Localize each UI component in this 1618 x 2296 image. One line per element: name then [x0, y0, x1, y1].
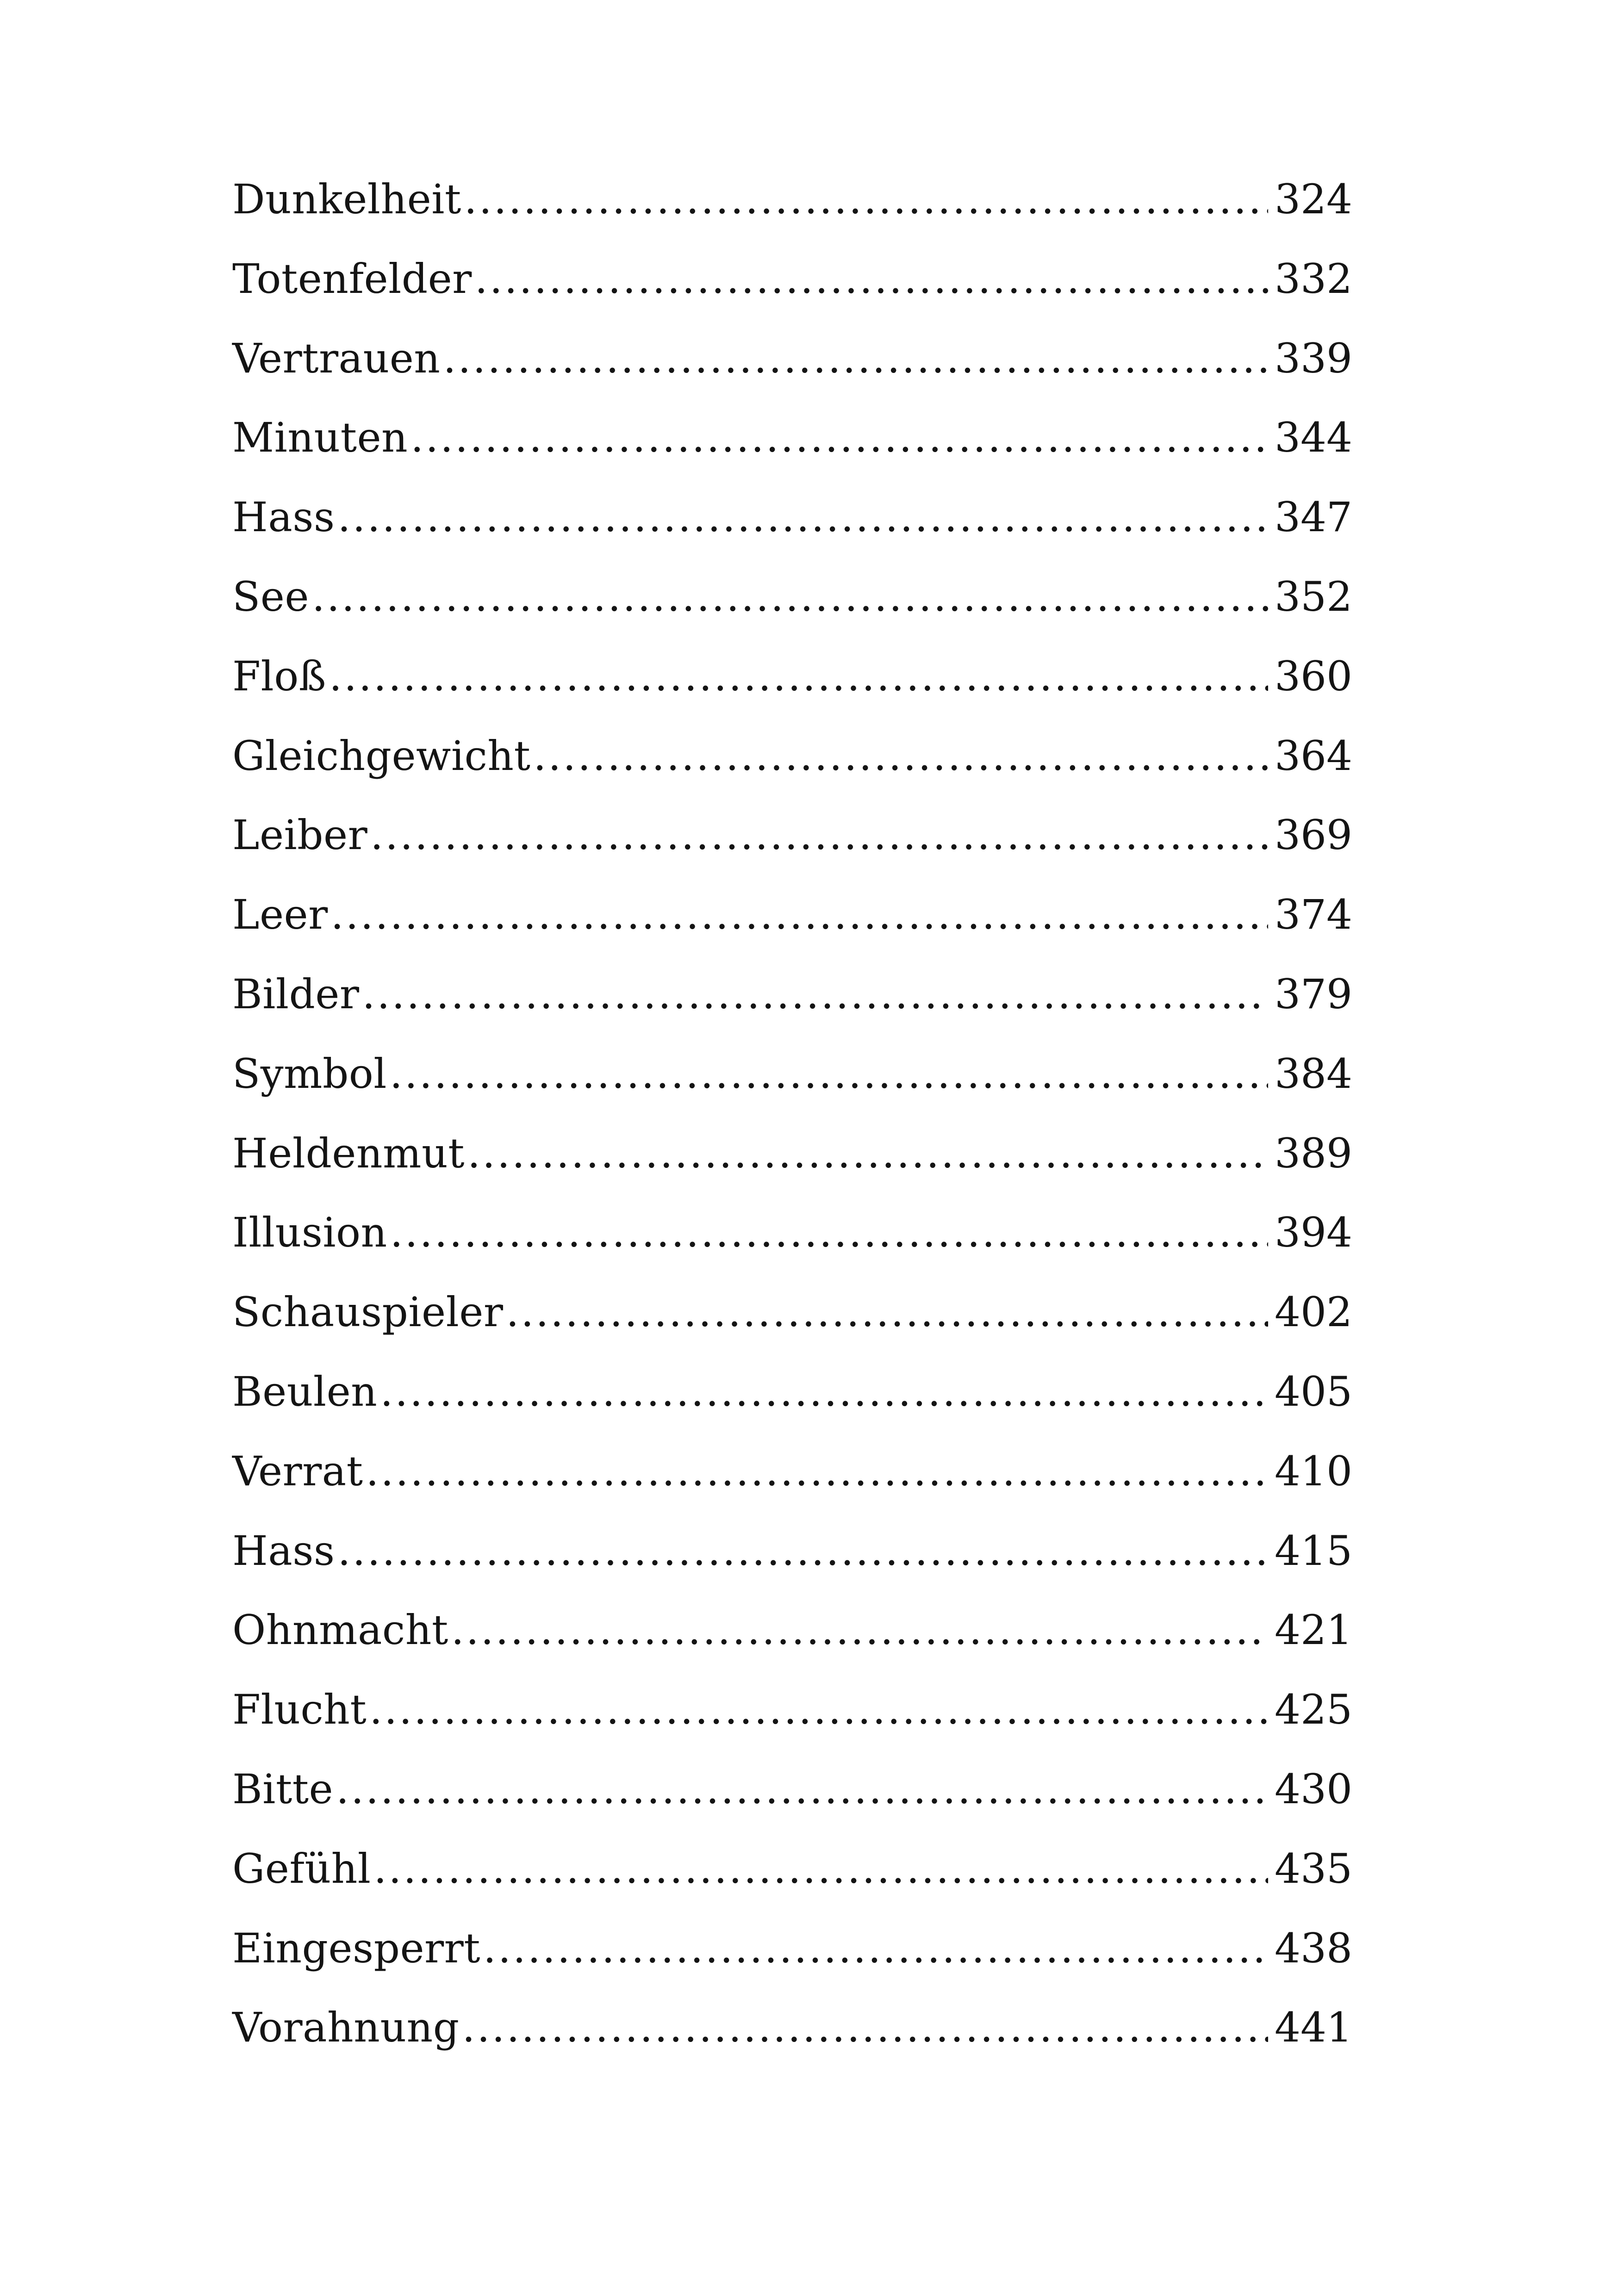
toc-entry	[232, 1670, 1352, 1750]
toc-entry-page-number: 405	[1275, 1367, 1352, 1415]
toc-entry	[232, 955, 1352, 1034]
toc-entry-page-number: 438	[1275, 1924, 1352, 1972]
toc-entry	[232, 160, 1352, 239]
toc-entry-title: Dunkelheit	[232, 175, 461, 223]
toc-dot-leader	[411, 398, 1268, 478]
toc-entry-title: Heldenmut	[232, 1129, 465, 1177]
toc-entry	[232, 875, 1352, 955]
toc-dot-leader	[475, 239, 1268, 319]
toc-entry	[232, 398, 1352, 478]
toc-entry-page-number: 435	[1275, 1844, 1352, 1893]
toc-entry	[232, 1114, 1352, 1193]
toc-entry-page-number: 332	[1275, 254, 1352, 303]
toc-entry-title: Ohnmacht	[232, 1606, 448, 1654]
table-of-contents	[232, 160, 1352, 2067]
toc-entry	[232, 1432, 1352, 1511]
toc-entry-title: Leiber	[232, 811, 368, 859]
toc-dot-leader	[369, 1670, 1268, 1750]
toc-dot-leader	[366, 1432, 1269, 1511]
toc-entry-page-number: 402	[1275, 1288, 1352, 1336]
toc-entry-title: Verrat	[232, 1447, 363, 1495]
toc-entry-page-number: 352	[1275, 572, 1352, 621]
toc-entry	[232, 319, 1352, 398]
toc-entry-title: Beulen	[232, 1367, 378, 1415]
toc-entry	[232, 1590, 1352, 1670]
toc-entry	[232, 239, 1352, 319]
toc-entry-page-number: 360	[1275, 652, 1352, 700]
toc-dot-leader	[380, 1352, 1268, 1432]
toc-entry	[232, 1829, 1352, 1909]
toc-dot-leader	[390, 1034, 1268, 1114]
toc-dot-leader	[483, 1909, 1268, 1988]
toc-dot-leader	[312, 557, 1268, 637]
toc-entry	[232, 1034, 1352, 1114]
toc-dot-leader	[373, 1829, 1268, 1909]
toc-entry-title: Floß	[232, 652, 326, 700]
toc-entry-page-number: 410	[1275, 1447, 1352, 1495]
toc-entry	[232, 1988, 1352, 2067]
toc-entry-title: Vertrauen	[232, 334, 441, 382]
toc-dot-leader	[451, 1590, 1268, 1670]
toc-entry-title: Minuten	[232, 414, 408, 462]
toc-entry-title: Bilder	[232, 970, 360, 1018]
toc-dot-leader	[338, 478, 1269, 557]
toc-entry-page-number: 394	[1275, 1209, 1352, 1257]
toc-dot-leader	[370, 795, 1268, 875]
toc-entry-title: Symbol	[232, 1049, 387, 1098]
toc-entry	[232, 637, 1352, 716]
toc-entry-page-number: 369	[1275, 811, 1352, 859]
toc-entry-title: Totenfelder	[232, 254, 472, 303]
toc-entry-page-number: 347	[1275, 493, 1352, 541]
toc-entry-title: Vorahnung	[232, 2004, 460, 2052]
toc-entry	[232, 478, 1352, 557]
toc-dot-leader	[331, 875, 1268, 955]
toc-dot-leader	[462, 1988, 1269, 2067]
toc-dot-leader	[336, 1750, 1268, 1829]
toc-dot-leader	[467, 1114, 1268, 1193]
toc-entry-page-number: 430	[1275, 1765, 1352, 1813]
toc-entry-page-number: 384	[1275, 1049, 1352, 1098]
toc-dot-leader	[443, 319, 1268, 398]
toc-dot-leader	[464, 160, 1268, 239]
toc-entry-page-number: 421	[1275, 1606, 1352, 1654]
toc-entry-page-number: 379	[1275, 970, 1352, 1018]
toc-entry-title: Leer	[232, 891, 328, 939]
toc-dot-leader	[338, 1511, 1269, 1591]
toc-entry-title: Bitte	[232, 1765, 334, 1813]
toc-entry-title: Illusion	[232, 1209, 387, 1257]
toc-entry-page-number: 389	[1275, 1129, 1352, 1177]
toc-dot-leader	[329, 637, 1268, 716]
toc-entry	[232, 1909, 1352, 1988]
toc-entry-title: Gleichgewicht	[232, 732, 531, 780]
toc-entry	[232, 716, 1352, 796]
toc-dot-leader	[390, 1193, 1268, 1272]
toc-entry	[232, 557, 1352, 637]
toc-entry-title: Eingesperrt	[232, 1924, 481, 1972]
toc-entry-page-number: 374	[1275, 891, 1352, 939]
toc-dot-leader	[362, 955, 1268, 1034]
toc-entry-page-number: 441	[1275, 2004, 1352, 2052]
toc-entry-page-number: 339	[1275, 334, 1352, 382]
toc-entry	[232, 1193, 1352, 1272]
toc-entry-title: See	[232, 572, 309, 621]
toc-entry-page-number: 425	[1275, 1686, 1352, 1734]
toc-entry-title: Hass	[232, 1527, 335, 1575]
toc-dot-leader	[506, 1272, 1268, 1352]
toc-entry	[232, 1352, 1352, 1432]
toc-entry	[232, 795, 1352, 875]
toc-entry-page-number: 364	[1275, 732, 1352, 780]
toc-entry-title: Hass	[232, 493, 335, 541]
toc-entry	[232, 1511, 1352, 1591]
toc-dot-leader	[533, 716, 1268, 796]
toc-entry-page-number: 324	[1275, 175, 1352, 223]
toc-entry-title: Schauspieler	[232, 1288, 504, 1336]
toc-entry-title: Gefühl	[232, 1844, 371, 1893]
toc-entry	[232, 1750, 1352, 1829]
toc-entry-title: Flucht	[232, 1686, 367, 1734]
toc-entry	[232, 1272, 1352, 1352]
toc-entry-page-number: 415	[1275, 1527, 1352, 1575]
toc-entry-page-number: 344	[1275, 414, 1352, 462]
